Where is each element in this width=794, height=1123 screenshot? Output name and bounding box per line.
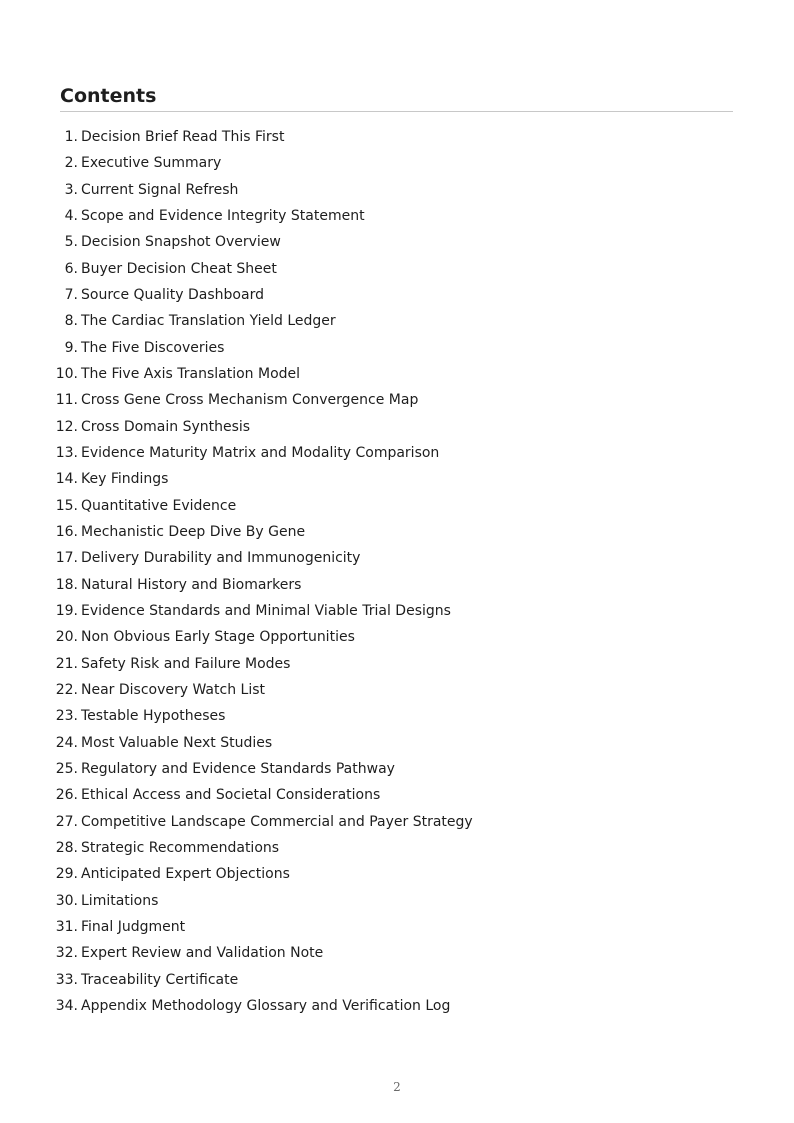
toc-entry-number: 5. [64, 234, 78, 251]
toc-entry[interactable] [0, 259, 473, 285]
toc-entry-title: Testable Hypotheses [81, 708, 226, 725]
toc-entry-number: 2. [64, 155, 78, 172]
toc-entry[interactable] [0, 127, 473, 153]
toc-entry[interactable] [0, 180, 473, 206]
toc-entry-title: Quantitative Evidence [81, 497, 237, 514]
toc-entry-title: Traceability Certificate [81, 971, 239, 988]
toc-entry-title: Mechanistic Deep Dive By Gene [81, 523, 306, 540]
toc-entry[interactable] [0, 759, 473, 785]
toc-entry-title: Cross Domain Synthesis [81, 418, 251, 435]
toc-entry[interactable] [0, 285, 473, 311]
toc-entry-title: Appendix Methodology Glossary and Verification Log [81, 997, 451, 1014]
toc-entry[interactable] [0, 232, 473, 258]
toc-entry[interactable] [0, 627, 473, 653]
toc-entry-number: 14. [55, 471, 78, 488]
heading-divider [60, 111, 733, 112]
toc-entry-title: Natural History and Biomarkers [81, 576, 302, 593]
toc-entry-title: Competitive Landscape Commercial and Payer Strategy [81, 813, 473, 830]
toc-entry-title: Scope and Evidence Integrity Statement [81, 207, 365, 224]
toc-entry-number: 31. [55, 918, 78, 935]
toc-entry[interactable] [0, 943, 473, 969]
contents-heading: Contents [60, 85, 157, 107]
toc-entry[interactable] [0, 864, 473, 890]
toc-entry-number: 8. [64, 313, 78, 330]
toc-entry-title: Delivery Durability and Immunogenicity [81, 550, 361, 567]
toc-entry-number: 7. [64, 286, 78, 303]
toc-entry-title: Decision Brief Read This First [81, 129, 285, 145]
toc-entry[interactable] [0, 706, 473, 732]
toc-entry-number: 21. [55, 655, 78, 672]
toc-entry-title: Current Signal Refresh [81, 181, 239, 198]
toc-entry-number: 33. [55, 971, 78, 988]
toc-entry-title: Strategic Recommendations [81, 839, 280, 856]
toc-entry-number: 19. [55, 602, 78, 619]
toc-entry-number: 3. [64, 181, 78, 198]
toc-entry[interactable] [0, 338, 473, 364]
toc-entry-number: 24. [55, 734, 78, 751]
toc-entry-number: 17. [55, 550, 78, 567]
toc-entry[interactable] [0, 496, 473, 522]
toc-entry-title: Anticipated Expert Objections [81, 866, 290, 883]
toc-entry[interactable] [0, 469, 473, 495]
toc-entry-number: 6. [64, 260, 78, 277]
toc-entry[interactable] [0, 390, 473, 416]
toc-entry-number: 23. [55, 708, 78, 725]
toc-entry[interactable] [0, 601, 473, 627]
toc-entry[interactable] [0, 364, 473, 390]
toc-entry-number: 28. [55, 839, 78, 856]
toc-entry[interactable] [0, 417, 473, 443]
toc-entry-title: Source Quality Dashboard [81, 286, 264, 303]
toc-entry[interactable] [0, 654, 473, 680]
toc-entry-title: Most Valuable Next Studies [81, 734, 273, 751]
toc-entry-number: 26. [55, 787, 78, 804]
toc-entry-title: Safety Risk and Failure Modes [81, 655, 291, 672]
toc-entry[interactable] [0, 153, 473, 179]
toc-entry-title: Evidence Standards and Minimal Viable Trial Designs [81, 602, 451, 619]
toc-entry-title: Ethical Access and Societal Considerations [81, 787, 381, 804]
toc-entry-title: The Cardiac Translation Yield Ledger [81, 313, 336, 330]
toc-entry[interactable] [0, 443, 473, 469]
toc-entry-number: 32. [55, 945, 78, 962]
toc-entry-title: Evidence Maturity Matrix and Modality Comparison [81, 444, 440, 461]
toc-entry[interactable] [0, 522, 473, 548]
toc-entry-title: The Five Axis Translation Model [81, 365, 301, 382]
toc-entry[interactable] [0, 970, 473, 996]
toc-entry-title: Non Obvious Early Stage Opportunities [81, 629, 355, 646]
toc-entry-title: Decision Snapshot Overview [81, 234, 281, 251]
toc-entry-number: 22. [55, 681, 78, 698]
toc-entry[interactable] [0, 311, 473, 337]
toc-entry-number: 16. [55, 523, 78, 540]
toc-entry[interactable] [0, 733, 473, 759]
toc-entry-title: Final Judgment [81, 918, 186, 935]
toc-entry-number: 27. [55, 813, 78, 830]
toc-entry-number: 25. [55, 760, 78, 777]
toc-entry-number: 4. [64, 207, 78, 224]
toc-entry[interactable] [0, 812, 473, 838]
toc-entry-title: The Five Discoveries [81, 339, 225, 356]
toc-entry-number: 13. [55, 444, 78, 461]
toc-entry-number: 12. [55, 418, 78, 435]
toc-entry[interactable] [0, 996, 473, 1022]
toc-entry-number: 1. [64, 129, 78, 145]
toc-entry-title: Expert Review and Validation Note [81, 945, 324, 962]
page-number: 2 [393, 1080, 401, 1094]
toc-entry-title: Limitations [81, 892, 159, 909]
toc-entry-title: Near Discovery Watch List [81, 681, 265, 698]
toc-entry-title: Buyer Decision Cheat Sheet [81, 260, 277, 277]
toc-entry[interactable] [0, 838, 473, 864]
toc-entry-title: Regulatory and Evidence Standards Pathway [81, 760, 395, 777]
toc-entry-number: 9. [64, 339, 78, 356]
toc-entry-number: 30. [55, 892, 78, 909]
toc-entry-number: 18. [55, 576, 78, 593]
toc-entry-number: 15. [55, 497, 78, 514]
toc-entry-title: Key Findings [81, 471, 169, 488]
toc-entry-title: Cross Gene Cross Mechanism Convergence Map [81, 392, 419, 409]
toc-entry[interactable] [0, 891, 473, 917]
toc-entry-number: 34. [55, 997, 78, 1014]
toc-entry-number: 29. [55, 866, 78, 883]
toc-entry[interactable] [0, 206, 473, 232]
toc-entry[interactable] [0, 917, 473, 943]
toc-entry[interactable] [0, 680, 473, 706]
toc-entry[interactable] [0, 575, 473, 601]
toc-entry-number: 20. [55, 629, 78, 646]
toc-entry-number: 11. [55, 392, 78, 409]
toc-entry[interactable] [0, 548, 473, 574]
toc-entry-number: 10. [55, 365, 78, 382]
table-of-contents [0, 127, 473, 1022]
toc-entry-title: Executive Summary [81, 155, 222, 172]
toc-entry[interactable] [0, 785, 473, 811]
